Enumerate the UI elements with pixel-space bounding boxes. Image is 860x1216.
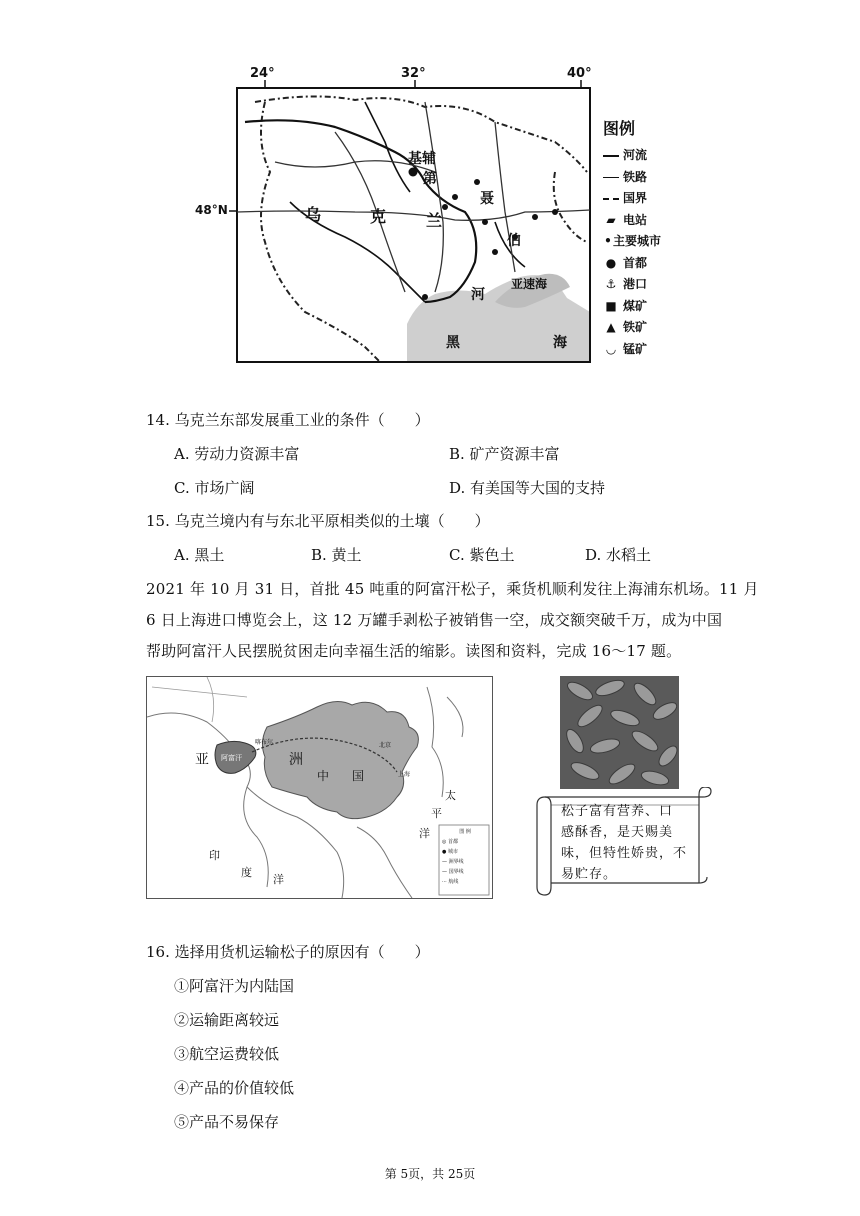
label-azov-sea: 亚速海 bbox=[511, 277, 548, 291]
label-he: 河 bbox=[471, 287, 485, 303]
pine-nut-photo bbox=[560, 676, 679, 789]
map2-label-yin: 印 bbox=[209, 849, 220, 862]
map2-label-kabul: 喀布尔 bbox=[255, 739, 274, 746]
label-ke: 克 bbox=[370, 207, 387, 226]
legend-capital: ● 首都 bbox=[605, 255, 648, 270]
map2-label-tai: 太 bbox=[445, 789, 456, 802]
scroll-line-3: 味，但特性娇贵，不 bbox=[561, 846, 688, 861]
lon-label-24: 24° bbox=[250, 66, 275, 81]
asia-map-svg bbox=[147, 677, 492, 898]
map2-label-ping: 平 bbox=[431, 807, 442, 820]
map2-legend-border: — 国界线 bbox=[442, 869, 464, 875]
material-line-2: 6 日上海进口博览会上，这 12 万罐手剥松子被销售一空，成交额突破千万，成为中国 bbox=[146, 611, 723, 629]
map2-label-zhou: 洲 bbox=[289, 752, 303, 768]
legend-title: 图例 bbox=[603, 119, 636, 138]
map2-label-yang2: 洋 bbox=[273, 873, 284, 886]
lon-label-40: 40° bbox=[567, 66, 592, 81]
map2-label-zhong: 中 bbox=[317, 769, 330, 783]
legend-major-city: •主要城市 bbox=[604, 234, 662, 248]
scroll-note bbox=[535, 787, 713, 897]
map2-legend-route: ··· 航线 bbox=[442, 879, 459, 885]
label-lan: 兰 bbox=[426, 211, 443, 230]
map2-legend-capital: ◎ 首都 bbox=[442, 839, 458, 845]
map2-label-shanghai: 上海 bbox=[398, 771, 411, 778]
q14-option-a[interactable]: A. 劳动力资源丰富 bbox=[174, 445, 300, 463]
scroll-line-2: 感酥香，是天赐美 bbox=[561, 825, 674, 840]
legend-border: 国界 bbox=[603, 188, 665, 210]
material-line-1: 2021 年 10 月 31 日，首批 45 吨重的阿富汗松子，乘货机顺利发往上海浦东机场。11 月 bbox=[146, 580, 759, 598]
legend-power-station: ▰ 电站 bbox=[606, 212, 648, 227]
ukraine-map-legend bbox=[603, 116, 665, 360]
label-bo: 伯 bbox=[507, 233, 521, 249]
q15-option-b[interactable]: B. 黄土 bbox=[311, 546, 362, 564]
legend-iron: ▲ 铁矿 bbox=[606, 320, 648, 334]
map2-label-guo: 国 bbox=[352, 769, 365, 783]
q16-item-4[interactable]: ④产品的价值较低 bbox=[174, 1079, 295, 1097]
label-kyiv: 基辅 bbox=[408, 151, 436, 167]
label-black: 黑 bbox=[446, 335, 460, 351]
q14-option-c[interactable]: C. 市场广阔 bbox=[174, 479, 255, 497]
lon-label-32: 32° bbox=[401, 66, 426, 81]
pine-nut-photo-svg bbox=[560, 676, 679, 789]
scroll-line-4: 易贮存。 bbox=[561, 867, 618, 882]
map2-label-ya: 亚 bbox=[195, 752, 209, 768]
q15-option-a[interactable]: A. 黑土 bbox=[174, 546, 225, 564]
page-footer: 第 5页，共 25页 bbox=[384, 1167, 476, 1181]
map2-label-du: 度 bbox=[241, 866, 252, 879]
lat-label-48n: 48°N bbox=[195, 203, 228, 217]
map2-label-afghanistan: 阿富汗 bbox=[221, 754, 242, 762]
question-14-stem: 14. 乌克兰东部发展重工业的条件（ ） bbox=[146, 411, 430, 429]
label-sea: 海 bbox=[553, 335, 567, 351]
label-wu: 乌 bbox=[305, 205, 322, 224]
map2-legend-city: ● 城市 bbox=[442, 849, 458, 855]
label-nie: 聂 bbox=[480, 191, 494, 207]
map2-label-beijing: 北京 bbox=[379, 742, 392, 749]
ukraine-map bbox=[195, 62, 665, 372]
q16-item-3[interactable]: ③航空运费较低 bbox=[174, 1045, 280, 1063]
q14-option-b[interactable]: B. 矿产资源丰富 bbox=[449, 445, 560, 463]
scroll-text bbox=[561, 801, 701, 885]
map2-legend-continent: — 洲界线 bbox=[442, 859, 464, 865]
legend-railway: 铁路 bbox=[603, 167, 665, 189]
material-paragraph bbox=[146, 574, 759, 667]
q16-item-2[interactable]: ②运输距离较远 bbox=[174, 1011, 280, 1029]
q14-option-d[interactable]: D. 有美国等大国的支持 bbox=[449, 479, 606, 497]
q15-option-c[interactable]: C. 紫色土 bbox=[449, 546, 515, 564]
q16-item-5[interactable]: ⑤产品不易保存 bbox=[174, 1113, 280, 1131]
asia-map bbox=[146, 676, 493, 899]
map2-label-yang: 洋 bbox=[419, 827, 430, 840]
map2-legend-title: 图 例 bbox=[459, 829, 471, 835]
q15-option-d[interactable]: D. 水稻土 bbox=[585, 546, 652, 564]
question-16-stem: 16. 选择用货机运输松子的原因有（ ） bbox=[146, 943, 430, 961]
question-15-stem: 15. 乌克兰境内有与东北平原相类似的土壤（ ） bbox=[146, 512, 490, 530]
map2-legend bbox=[442, 827, 488, 887]
label-di: 第 bbox=[423, 171, 437, 187]
scroll-line-1: 松子富有营养、口 bbox=[561, 804, 674, 819]
legend-manganese: ◡ 锰矿 bbox=[606, 341, 648, 356]
q16-item-1[interactable]: ①阿富汗为内陆国 bbox=[174, 977, 295, 995]
material-line-3: 帮助阿富汗人民摆脱贫困走向幸福生活的缩影。读图和资料，完成 16～17 题。 bbox=[146, 642, 682, 660]
legend-river: 河流 bbox=[603, 145, 665, 167]
legend-port: ⚓ 港口 bbox=[605, 277, 648, 291]
legend-coal: ■ 煤矿 bbox=[605, 298, 648, 313]
